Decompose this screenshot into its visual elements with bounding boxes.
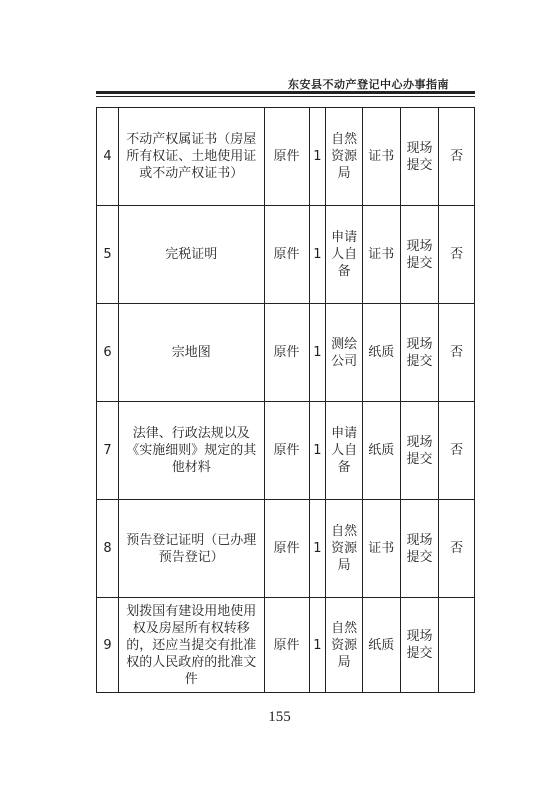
material-form: 纸质: [362, 402, 400, 500]
submission-method: 现场提交: [400, 402, 439, 500]
material-form: 纸质: [362, 304, 400, 402]
page-number: 155: [268, 709, 291, 725]
returned-flag: 否: [439, 304, 475, 402]
material-quantity: 1: [309, 108, 326, 206]
material-name: 预告登记证明（已办理预告登记）: [118, 500, 264, 598]
material-quantity: 1: [309, 500, 326, 598]
row-number: 7: [97, 402, 119, 500]
returned-flag: 否: [439, 402, 475, 500]
returned-flag: [439, 598, 475, 693]
submission-method: 现场提交: [400, 108, 439, 206]
material-source: 自然资源局: [326, 500, 363, 598]
material-name: 法律、行政法规以及《实施细则》规定的其他材料: [118, 402, 264, 500]
table-row: [97, 500, 475, 598]
material-source: 申请人自备: [326, 206, 363, 304]
material-type: 原件: [264, 304, 309, 402]
material-source: 自然资源局: [326, 598, 363, 693]
row-number: 9: [97, 598, 119, 693]
row-number: 4: [97, 108, 119, 206]
material-source: 自然资源局: [326, 108, 363, 206]
material-quantity: 1: [309, 304, 326, 402]
material-name: 划拨国有建设用地使用权及房屋所有权转移的，还应当提交有批准权的人民政府的批准文件: [118, 598, 264, 693]
row-number: 8: [97, 500, 119, 598]
submission-method: 现场提交: [400, 304, 439, 402]
materials-table: [96, 107, 475, 693]
row-number: 6: [97, 304, 119, 402]
material-type: 原件: [264, 500, 309, 598]
table-row: [97, 598, 475, 693]
material-name: 完税证明: [118, 206, 264, 304]
material-source: 申请人自备: [326, 402, 363, 500]
returned-flag: 否: [439, 500, 475, 598]
page-header-title: 东安县不动产登记中心办事指南: [288, 78, 449, 91]
submission-method: 现场提交: [400, 206, 439, 304]
row-number: 5: [97, 206, 119, 304]
material-quantity: 1: [309, 402, 326, 500]
header-rule-thin: [96, 96, 475, 97]
material-type: 原件: [264, 206, 309, 304]
material-quantity: 1: [309, 598, 326, 693]
material-form: 证书: [362, 206, 400, 304]
returned-flag: 否: [439, 108, 475, 206]
table-row: [97, 206, 475, 304]
material-name: 不动产权属证书（房屋所有权证、土地使用证或不动产权证书）: [118, 108, 264, 206]
material-quantity: 1: [309, 206, 326, 304]
header-rule-thick: [96, 91, 475, 94]
material-name: 宗地图: [118, 304, 264, 402]
material-type: 原件: [264, 108, 309, 206]
material-source: 测绘公司: [326, 304, 363, 402]
table-row: [97, 108, 475, 206]
material-type: 原件: [264, 402, 309, 500]
material-form: 纸质: [362, 598, 400, 693]
table-row: [97, 304, 475, 402]
material-form: 证书: [362, 500, 400, 598]
returned-flag: 否: [439, 206, 475, 304]
submission-method: 现场提交: [400, 500, 439, 598]
material-type: 原件: [264, 598, 309, 693]
table-row: [97, 402, 475, 500]
submission-method: 现场提交: [400, 598, 439, 693]
material-form: 证书: [362, 108, 400, 206]
